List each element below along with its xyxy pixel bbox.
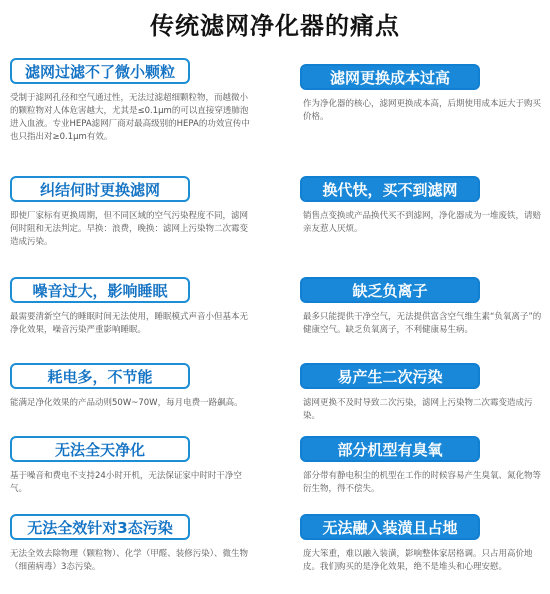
pain-point-text: 最多只能提供干净空气，无法提供富含空气维生素“负氧离子”的健康空气。缺乏负氧离子，不利健康易生病。 xyxy=(303,312,542,335)
pain-point-heading: 耗电多，不节能 xyxy=(10,363,190,389)
pain-point-heading: 换代快，买不到滤网 xyxy=(300,176,480,202)
pain-point-heading: 缺乏负离子 xyxy=(300,277,480,303)
pain-point-text: 即使厂家标有更换周期，但不同区域的空气污染程度不同，滤网何时阻和无法判定。早换：浪费，晚换：滤网上污染物二次霉变造成污染。 xyxy=(10,211,249,247)
pain-point-text: 无法全效去除物理（颗粒物）、化学（甲醛、装修污染）、微生物（细菌病毒）3态污染。 xyxy=(10,549,249,572)
pain-point-heading: 无法全效针对3态污染 xyxy=(10,514,190,540)
pain-point-text: 滤网更换不及时导致二次污染，滤网上污染物二次霉变造成污染。 xyxy=(303,398,533,421)
pain-point-text: 能满足净化效果的产品动则50W~70W，每月电费一路飙高。 xyxy=(10,398,243,408)
pain-point-text: 庞大笨重，难以融入装潢，影响整体家居格调。只占用高价地皮。我们购买的是净化效果，绝不是堆头和心理安慰。 xyxy=(303,549,533,572)
pain-point-text: 受制于滤网孔径和空气通过性，无法过滤超细颗粒物，而越微小的颗粒物对人体危害越大，尤其是≤0.1μm的可以直接穿透肺泡进入血液。专业HEPA滤网厂商对最高级别的HEPA的功效宣传中也只指出对≥0.1μm有效。 xyxy=(10,93,250,142)
pain-point-text: 基于噪音和费电不支持24小时开机，无法保证家中时时干净空气。 xyxy=(10,471,242,494)
pain-point-text: 部分带有静电积尘的机型在工作的时候容易产生臭氧、氮化物等衍生物，得不偿失。 xyxy=(303,471,542,494)
pain-point-heading: 无法全天净化 xyxy=(10,436,190,462)
pain-point-heading: 易产生二次污染 xyxy=(300,363,480,389)
pain-point-heading: 滤网过滤不了微小颗粒 xyxy=(10,58,190,84)
pain-point-text: 作为净化器的核心，滤网更换成本高，后期使用成本远大于购买价格。 xyxy=(303,99,542,122)
pain-point-heading: 滤网更换成本过高 xyxy=(300,64,480,90)
pain-point-text: 最需要清新空气的睡眠时间无法使用，睡眠模式声音小但基本无净化效果，噪音污染严重影响睡眠。 xyxy=(10,312,249,335)
pain-point-heading: 无法融入装潢且占地 xyxy=(300,514,480,540)
page-title: 传统滤网净化器的痛点 xyxy=(150,12,400,40)
pain-point-text: 销售点变换或产品换代买不到滤网，净化器成为一堆废铁，请赔亲友惹人厌烦。 xyxy=(303,211,542,234)
pain-point-heading: 纠结何时更换滤网 xyxy=(10,176,190,202)
pain-point-heading: 部分机型有臭氧 xyxy=(300,436,480,462)
pain-point-heading: 噪音过大，影响睡眠 xyxy=(10,277,190,303)
